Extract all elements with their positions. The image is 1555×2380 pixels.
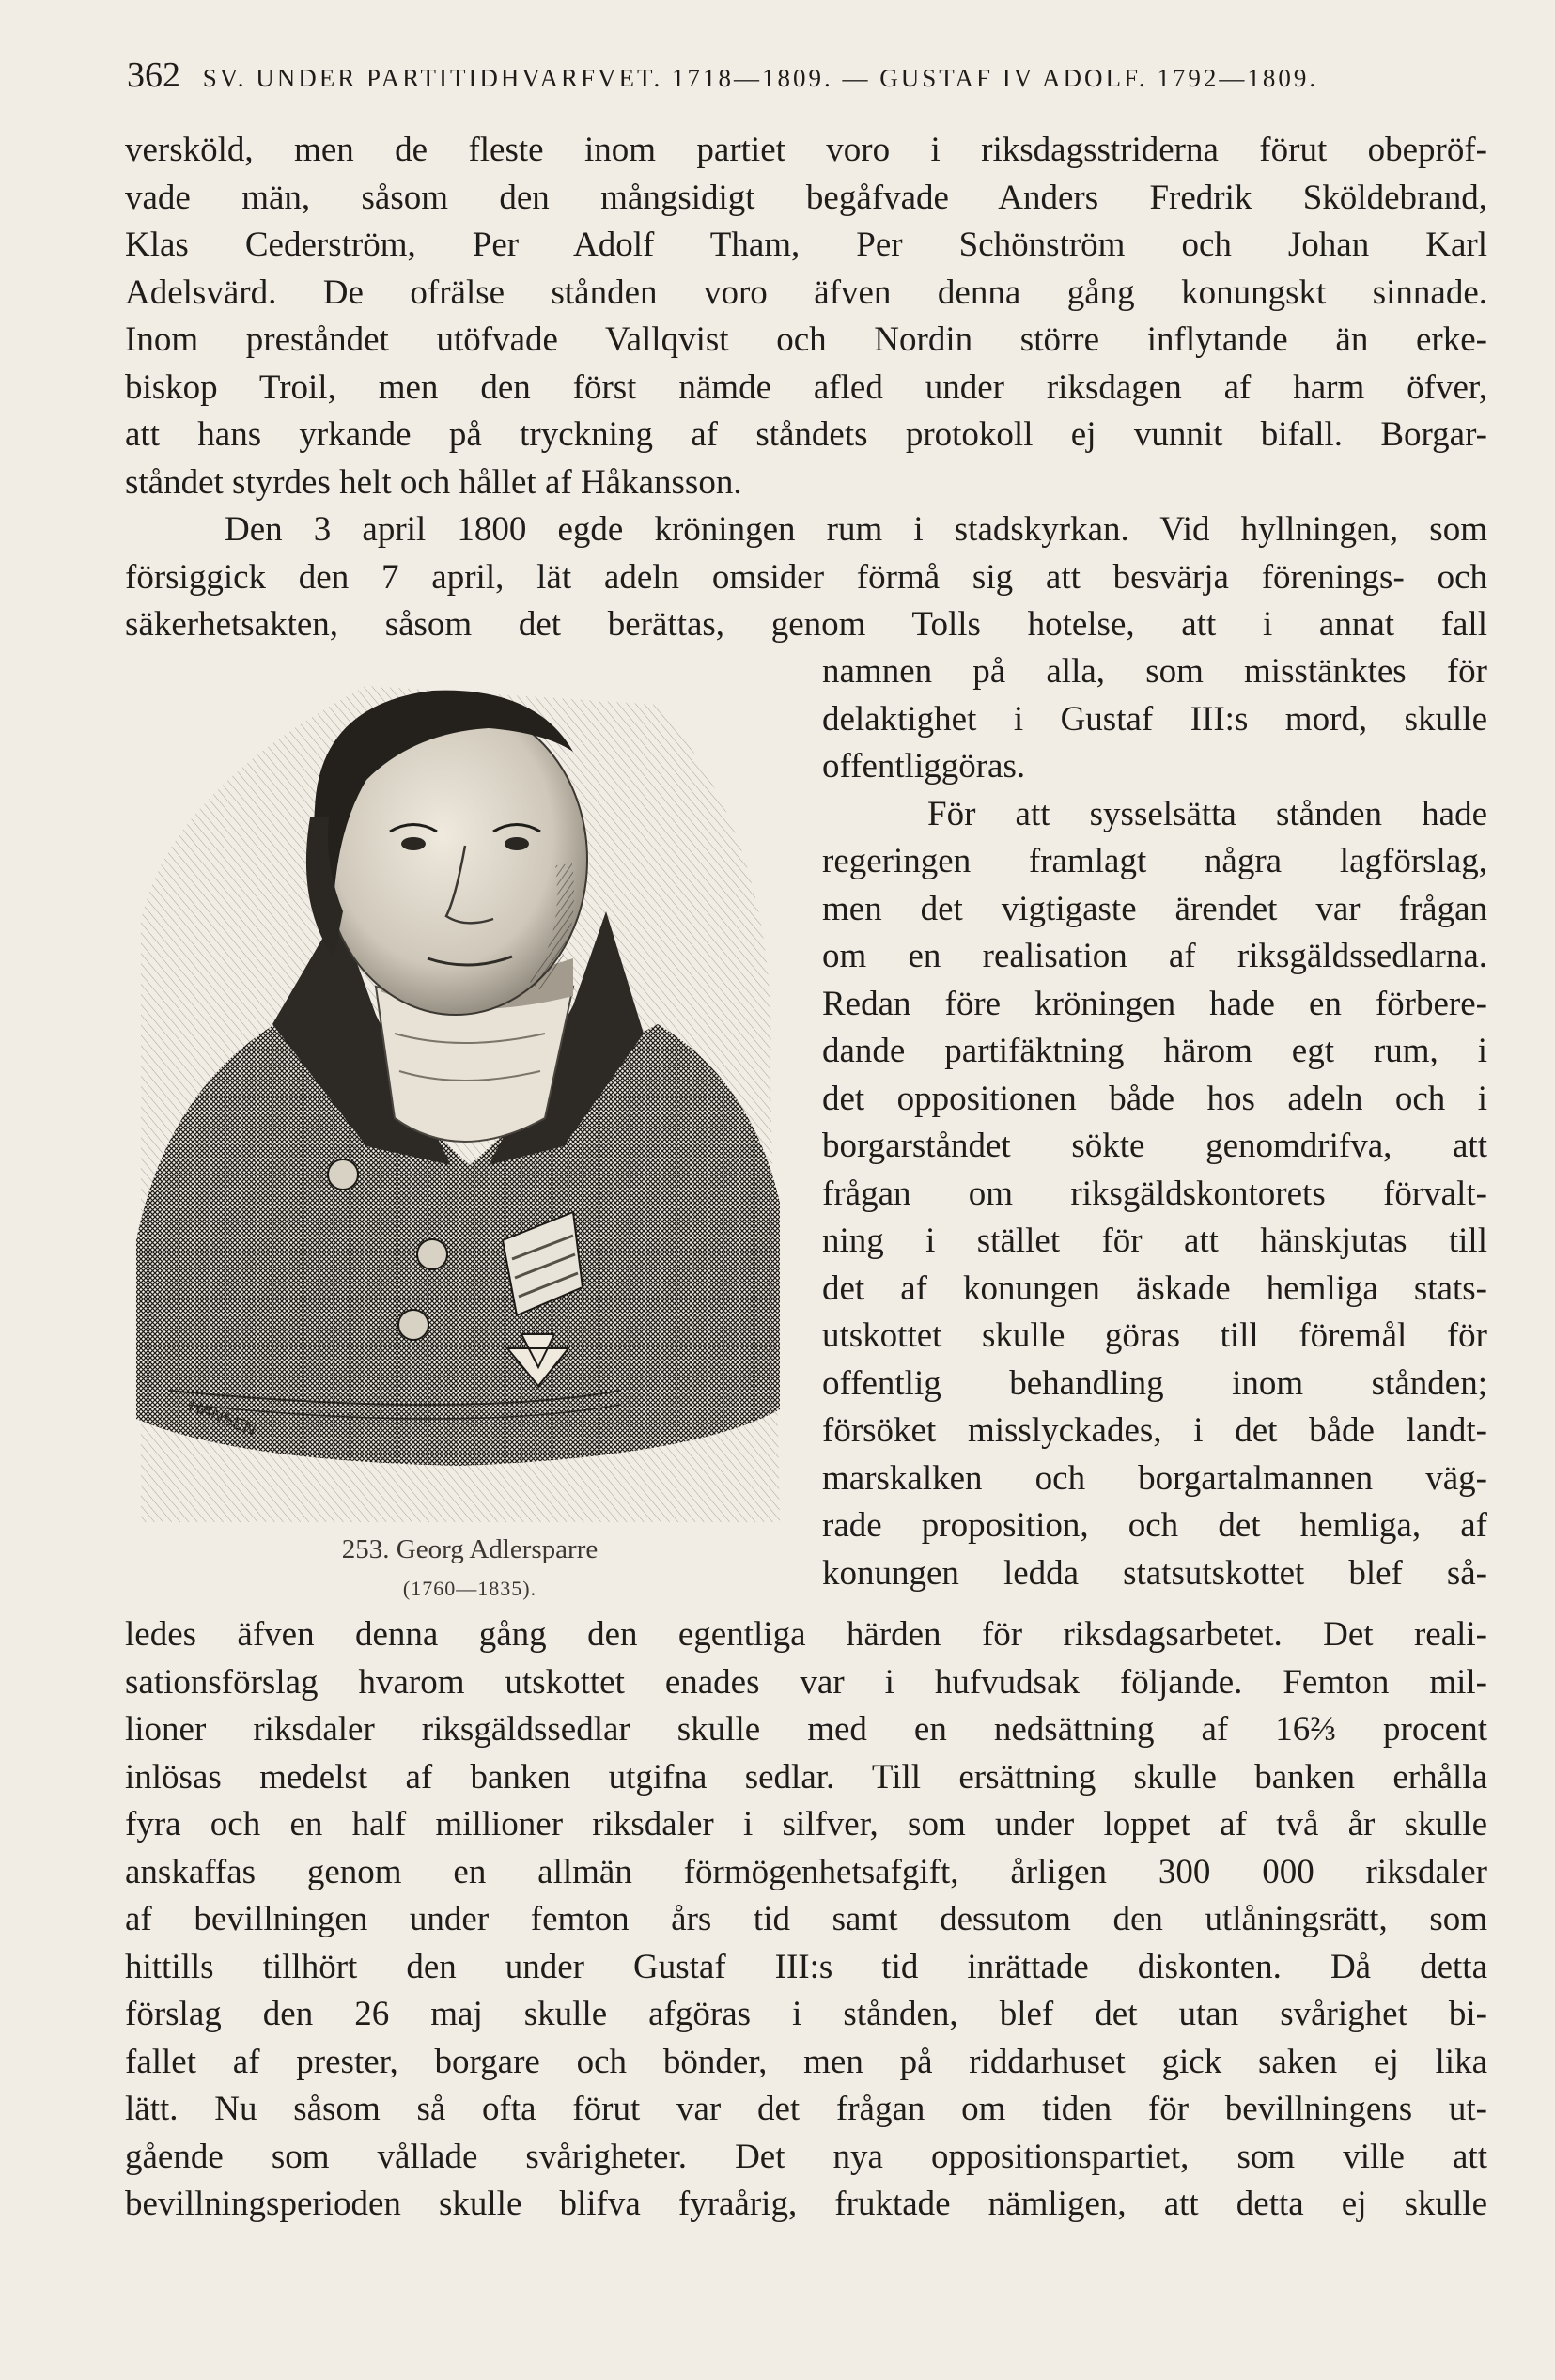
text-line: af bevillningen under femton års tid samt dessutom den utlåningsrätt, som — [125, 1900, 1487, 1938]
text-line: lioner riksdaler riksgäldssedlar skulle med en nedsättning af 16⅔ procent — [125, 1710, 1487, 1749]
text-line: om en realisation af riksgäldssedlarna. — [822, 937, 1487, 975]
page-number: 362 — [127, 55, 180, 95]
text-line: borgarståndet sökte genomdrifva, att — [822, 1127, 1487, 1165]
text-line: säkerhetsakten, såsom det berättas, genom Tolls hotelse, att i annat fall — [125, 605, 1487, 644]
text-line: försöket misslyckades, i det både landt- — [822, 1411, 1487, 1450]
text-line: offentlig behandling inom stånden; — [822, 1363, 1487, 1403]
text-line: ledes äfven denna gång den egentliga härden för riksdagsarbetet. Det reali- — [125, 1615, 1487, 1654]
text-line: men det vigtigaste ärendet var frågan — [822, 889, 1487, 928]
text-line: att hans yrkande på tryckning af ståndets protokoll ej vunnit bifall. Borgar- — [125, 415, 1487, 454]
text-line: gående som vållade svårigheter. Det nya oppositionspartiet, som ville att — [125, 2137, 1487, 2176]
text-line: Adelsvärd. De ofrälse stånden voro äfven denna gång konungskt sinnade. — [125, 272, 1487, 312]
text-line: konungen ledda statsutskottet blef så- — [822, 1553, 1487, 1593]
text-block-bottom — [125, 1611, 1487, 2229]
text-line: det oppositionen både hos adeln och i — [822, 1079, 1487, 1118]
text-block-right — [822, 648, 1487, 1597]
text-line: marskalken och borgartalmannen väg- — [822, 1458, 1487, 1498]
caption-years: (1760—1835). — [402, 1577, 537, 1600]
text-line: offentliggöras. — [822, 747, 1026, 786]
text-line: lätt. Nu såsom så ofta förut var det frågan om tiden för bevillningens ut- — [125, 2090, 1487, 2128]
text-line: hittills tillhört den under Gustaf III:s tid inrättade diskonten. Då detta — [125, 1947, 1487, 1986]
text-line: det af konungen äskade hemliga stats- — [822, 1268, 1487, 1308]
text-line: Klas Cederström, Per Adolf Tham, Per Schönström och Johan Karl — [125, 226, 1487, 264]
text-line: vade män, såsom den mångsidigt begåfvade Anders Fredrik Sköldebrand, — [125, 178, 1487, 217]
text-line: fallet af prester, borgare och bönder, men på riddarhuset gick saken ej lika — [125, 2042, 1487, 2081]
portrait-image — [132, 677, 789, 1522]
text-line: rade proposition, och det hemliga, af — [822, 1506, 1487, 1545]
portrait-engraving — [132, 677, 789, 1522]
caption-title: 253. Georg Adlersparre — [341, 1534, 599, 1564]
text-line: För att sysselsätta stånden hade — [927, 794, 1487, 833]
engraver-signature: HANSEN — [186, 1395, 259, 1439]
text-line: försiggick den 7 april, lät adeln omsider förmå sig att besvärja förenings- och — [125, 557, 1487, 597]
text-line: fyra och en half millioner riksdaler i silfver, som under loppet af två år skulle — [125, 1805, 1487, 1843]
text-line: dande partifäktning härom egt rum, i — [822, 1032, 1487, 1070]
text-line: anskaffas genom en allmän förmögenhetsafgift, årligen 300 000 riksdaler — [125, 1852, 1487, 1891]
running-title: SV. UNDER PARTITIDHVARFVET. 1718—1809. — GUSTAF IV ADOLF. 1792—1809. — [202, 64, 1319, 92]
text-line: delaktighet i Gustaf III:s mord, skulle — [822, 699, 1487, 739]
running-header — [127, 54, 1480, 96]
figure-caption — [282, 1530, 658, 1609]
text-line: Den 3 april 1800 egde kröningen rum i stadskyrkan. Vid hyllningen, som — [225, 510, 1487, 549]
text-line: frågan om riksgäldskontorets förvalt- — [822, 1174, 1487, 1213]
text-line: Inom preståndet utöfvade Vallqvist och Nordin större inflytande än erke- — [125, 320, 1487, 359]
text-line: ning i stället för att hänskjutas till — [822, 1221, 1487, 1260]
text-line: namnen på alla, som misstänktes för — [822, 652, 1487, 691]
text-line: bevillningsperioden skulle blifva fyraårig, fruktade nämligen, att detta ej skulle — [125, 2185, 1487, 2223]
text-block-top — [125, 127, 1487, 649]
text-line: versköld, men de fleste inom partiet voro i riksdagsstriderna förut obepröf- — [125, 131, 1487, 169]
text-line: biskop Troil, men den först nämde afled under riksdagen af harm öfver, — [125, 367, 1487, 407]
text-line: sationsförslag hvarom utskottet enades var i hufvudsak följande. Femton mil- — [125, 1662, 1487, 1702]
text-line: inlösas medelst af banken utgifna sedlar. Till ersättning skulle banken erhålla — [125, 1757, 1487, 1797]
text-line: förslag den 26 maj skulle afgöras i stånden, blef det utan svårighet bi- — [125, 1995, 1487, 2033]
text-line: utskottet skulle göras till föremål för — [822, 1316, 1487, 1355]
text-line: ståndet styrdes helt och hållet af Håkansson. — [125, 462, 742, 502]
text-line: Redan före kröningen hade en förbere- — [822, 984, 1487, 1023]
text-line: regeringen framlagt några lagförslag, — [822, 842, 1487, 880]
